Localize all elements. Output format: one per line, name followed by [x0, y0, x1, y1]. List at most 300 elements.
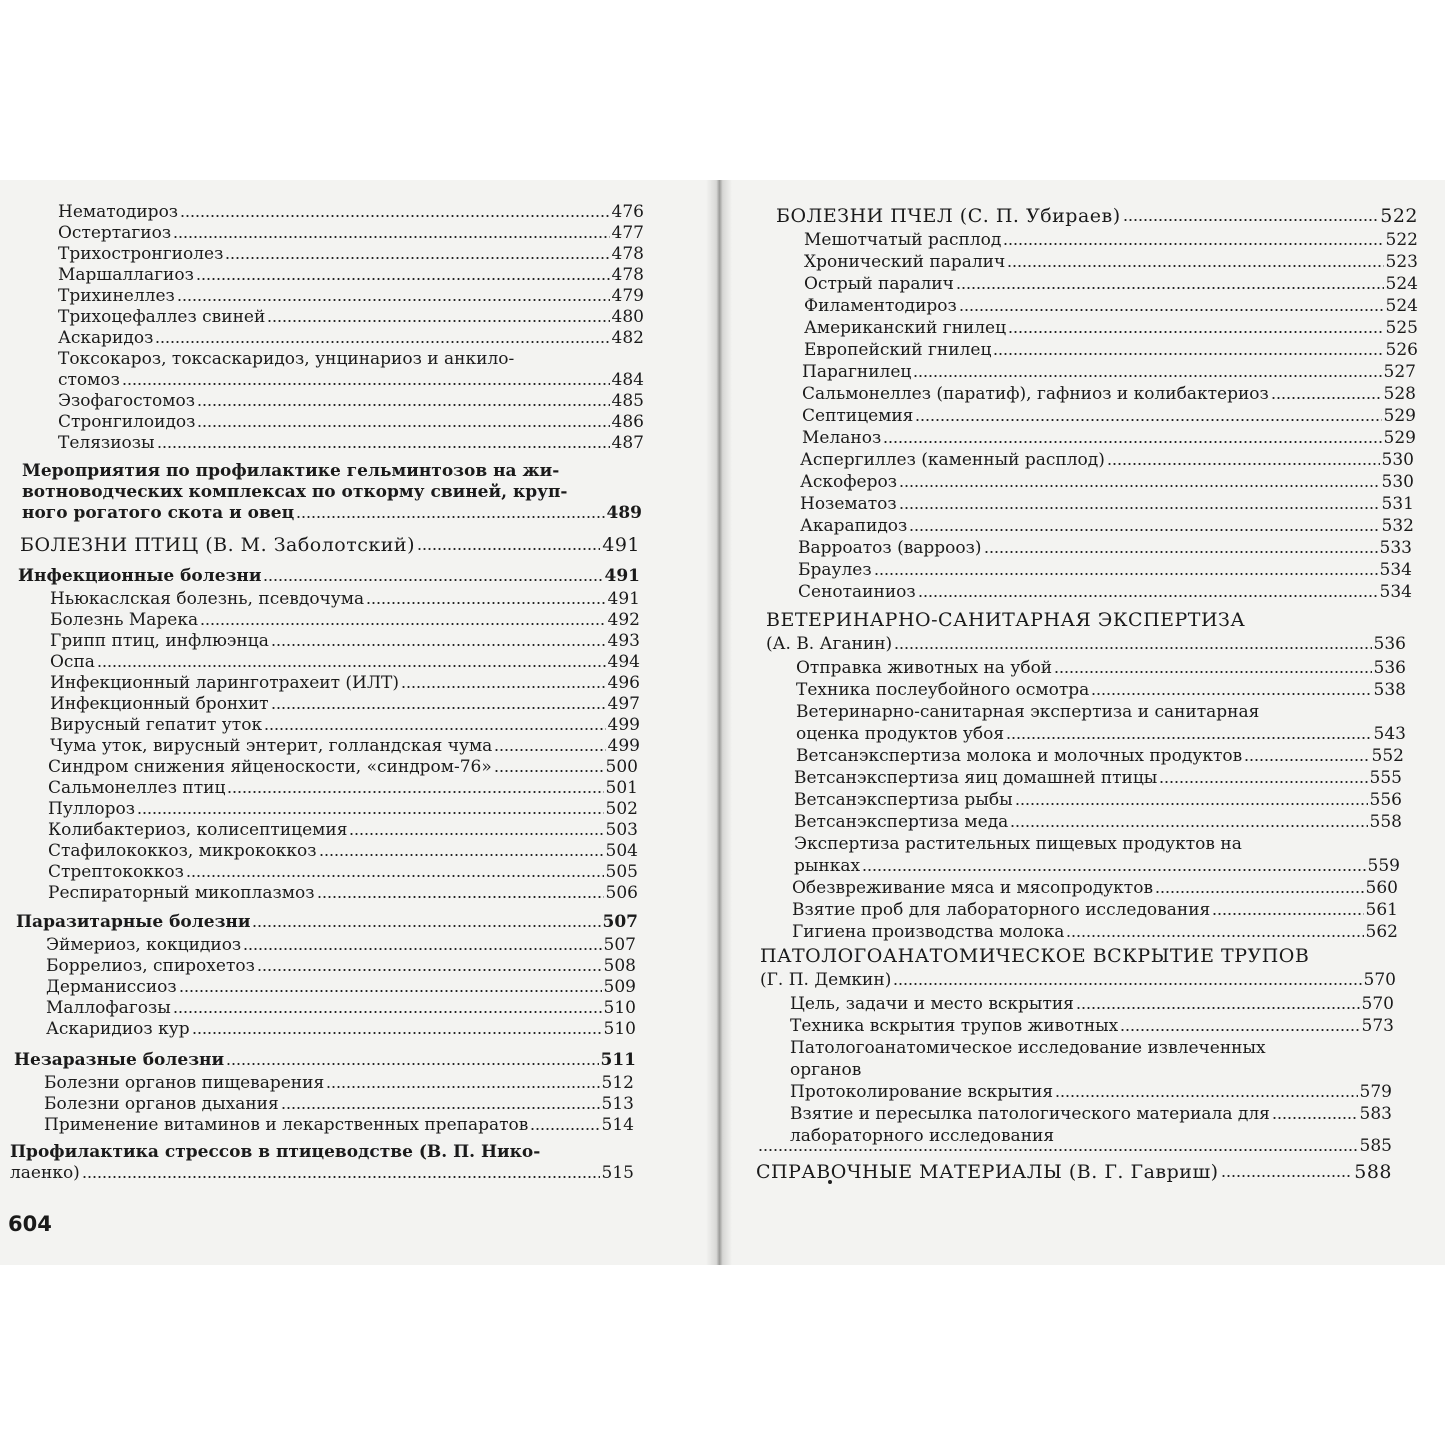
- dot-leader: [226, 1062, 598, 1066]
- toc-page-number: 533: [1379, 538, 1412, 558]
- toc-page-number: 499: [607, 736, 640, 756]
- toc-entry-title: Браулез: [798, 560, 872, 580]
- toc-page-number: 559: [1367, 856, 1400, 876]
- toc-entry-title: Ветсанэкспертиза меда: [794, 812, 1009, 832]
- dot-leader: [179, 989, 602, 993]
- toc-entry-title: Колибактериоз, колисептицемия: [48, 820, 348, 840]
- toc-entry-title: Аспергиллез (каменный расплод): [800, 450, 1105, 470]
- toc-line: [792, 922, 1398, 942]
- dot-leader: [899, 484, 1380, 488]
- toc-line: [16, 912, 638, 932]
- toc-line: [58, 412, 644, 432]
- toc-page-number: 531: [1381, 494, 1414, 514]
- toc-page-number: 482: [611, 328, 644, 348]
- toc-page-number: 570: [1363, 970, 1396, 990]
- dot-leader: [1003, 242, 1383, 246]
- toc-entry-title: Паразитарные болезни: [16, 912, 251, 932]
- toc-page-number: 514: [601, 1115, 634, 1135]
- toc-entry-title: Болезни органов пищеварения: [44, 1073, 325, 1093]
- toc-line: [796, 724, 1406, 744]
- toc-entry-title: Американский гнилец: [804, 318, 1007, 338]
- toc-entry-title: Чума уток, вирусный энтерит, голландская чума: [50, 736, 493, 756]
- toc-entry-title: Незаразные болезни: [14, 1050, 225, 1070]
- toc-page-number: 515: [601, 1163, 634, 1183]
- toc-page-number: 510: [603, 998, 636, 1018]
- toc-page-number: 528: [1383, 384, 1416, 404]
- dot-leader: [173, 235, 609, 239]
- toc-entry-title: Ньюкаслская болезнь, псевдочума: [50, 589, 365, 609]
- dot-leader: [1159, 780, 1367, 784]
- dot-leader: [137, 811, 603, 815]
- toc-entry-title: Ветеринарно-санитарная экспертиза и санитарная: [796, 702, 1260, 722]
- toc-line: [790, 1082, 1392, 1102]
- dot-leader: [883, 440, 1381, 444]
- toc-line: [756, 1136, 1392, 1156]
- dot-leader: [1055, 1094, 1357, 1098]
- toc-page-number: 492: [607, 610, 640, 630]
- toc-page-number: 556: [1369, 790, 1402, 810]
- toc-line: [802, 362, 1416, 382]
- dot-leader: [417, 547, 600, 551]
- dot-leader: [913, 374, 1381, 378]
- dot-leader: [1155, 890, 1364, 894]
- toc-line: [58, 265, 644, 285]
- dot-leader: [874, 572, 1378, 576]
- toc-page-number: 478: [611, 265, 644, 285]
- toc-entry-title: Мероприятия по профилактике гельминтозов на жи-: [22, 461, 560, 481]
- toc-entry-title: Сенотаиниоз: [798, 582, 916, 602]
- toc-page-number: 583: [1359, 1104, 1392, 1124]
- toc-page-number: 506: [605, 883, 638, 903]
- dot-leader: [1015, 802, 1368, 806]
- toc-entry-title: Трихинеллез: [58, 286, 175, 306]
- toc-line: [802, 406, 1416, 426]
- toc-page-number: 529: [1383, 428, 1416, 448]
- toc-entry-title: Эймериоз, кокцидиоз: [46, 935, 242, 955]
- toc-page-number: 527: [1383, 362, 1416, 382]
- dot-leader: [956, 286, 1384, 290]
- toc-page-number: 573: [1361, 1016, 1394, 1036]
- dot-leader: [1010, 824, 1367, 828]
- toc-entry-title: стомоз: [58, 370, 120, 390]
- toc-entry-title: Гигиена производства молока: [792, 922, 1065, 942]
- toc-entry-title: Мешотчатый расплод: [804, 230, 1002, 250]
- toc-line: [794, 834, 1400, 854]
- toc-page-number: 497: [607, 694, 640, 714]
- toc-entry-title: Болезни органов дыхания: [44, 1094, 279, 1114]
- toc-page-number: 529: [1383, 406, 1416, 426]
- toc-page-number: 491: [607, 589, 640, 609]
- toc-line: [58, 307, 644, 327]
- toc-line: [796, 746, 1404, 766]
- dot-leader: [1123, 218, 1379, 222]
- toc-entry-title: Трихоцефаллез свиней: [58, 307, 266, 327]
- toc-page-number: 507: [602, 912, 638, 932]
- toc-entry-title: Боррелиоз, спирохетоз: [46, 956, 255, 976]
- toc-line: [794, 768, 1402, 788]
- toc-page-number: 507: [603, 935, 636, 955]
- toc-line: [804, 230, 1418, 250]
- book-gutter: [706, 180, 732, 1265]
- toc-page-number: 530: [1381, 450, 1414, 470]
- toc-line: [802, 384, 1416, 404]
- toc-entry-title: Эзофагостомоз: [58, 391, 195, 411]
- dot-leader: [893, 982, 1361, 986]
- dot-leader: [197, 403, 610, 407]
- toc-line: [58, 223, 644, 243]
- toc-line: [58, 370, 644, 390]
- toc-page-number: 534: [1379, 582, 1412, 602]
- toc-entry-title: БОЛЕЗНИ ПТИЦ (В. М. Заболотский): [20, 534, 416, 556]
- toc-line: [50, 610, 640, 630]
- dot-leader: [271, 643, 606, 647]
- toc-line: [48, 841, 638, 861]
- dot-leader: [366, 601, 605, 605]
- toc-entry-title: Маллофагозы: [46, 998, 171, 1018]
- toc-entry-title: Инфекционный бронхит: [50, 694, 269, 714]
- toc-page-number: 570: [1361, 994, 1394, 1014]
- toc-line: [50, 652, 640, 672]
- toc-entry-title: Аскофероз: [800, 472, 898, 492]
- toc-page-number: 562: [1365, 922, 1398, 942]
- dot-leader: [326, 1085, 599, 1089]
- toc-entry-title: Острый паралич: [804, 274, 954, 294]
- dot-leader: [909, 528, 1379, 532]
- toc-page-number: 530: [1381, 472, 1414, 492]
- toc-line: [44, 1073, 634, 1093]
- dot-leader: [257, 968, 602, 972]
- toc-entry-title: Оспа: [50, 652, 95, 672]
- dot-leader: [200, 622, 605, 626]
- toc-page-number: 536: [1373, 658, 1406, 678]
- dot-leader: [177, 298, 610, 302]
- toc-line: [790, 1016, 1394, 1036]
- toc-entry-title: Обезвреживание мяса и мясопродуктов: [792, 878, 1154, 898]
- dot-leader: [401, 685, 606, 689]
- dot-leader: [317, 895, 604, 899]
- toc-page-number: 543: [1373, 724, 1406, 744]
- toc-entry-title: Нозематоз: [800, 494, 897, 514]
- dot-leader: [82, 1175, 600, 1179]
- dot-leader: [225, 256, 609, 260]
- toc-page-number: 508: [603, 956, 636, 976]
- toc-entry-title: Стрептококкоз: [48, 862, 184, 882]
- book-spread: [0, 180, 1445, 1265]
- toc-entry-title: Парагнилец: [802, 362, 912, 382]
- toc-entry-title: Европейский гнилец: [804, 340, 992, 360]
- toc-line: [18, 566, 640, 586]
- toc-line: [790, 1038, 1394, 1058]
- toc-entry-title: Вирусный гепатит уток: [50, 715, 263, 735]
- toc-line: [58, 349, 644, 369]
- toc-line: [58, 244, 644, 264]
- toc-entry-title: (Г. П. Демкин): [760, 970, 892, 990]
- toc-page-number: 500: [605, 757, 638, 777]
- toc-line: [50, 694, 640, 714]
- toc-line: [44, 1094, 634, 1114]
- toc-page-number: 504: [605, 841, 638, 861]
- toc-line: [792, 900, 1398, 920]
- toc-page-number: 494: [607, 652, 640, 672]
- page-number: 604: [8, 1212, 52, 1236]
- dot-leader: [227, 790, 603, 794]
- dot-leader: [243, 947, 601, 951]
- toc-page-number: 558: [1369, 812, 1402, 832]
- toc-entry-title: Стронгилоидоз: [58, 412, 196, 432]
- dot-leader: [899, 506, 1380, 510]
- toc-page-number: 489: [606, 503, 642, 523]
- toc-entry-title: БОЛЕЗНИ ПЧЕЛ (С. П. Убираев): [776, 205, 1121, 227]
- toc-entry-title: оценка продуктов убоя: [796, 724, 1005, 744]
- toc-entry-title: Сальмонеллез птиц: [48, 778, 226, 798]
- dot-leader: [263, 578, 602, 582]
- dot-leader: [862, 868, 1365, 872]
- toc-page-number: 485: [611, 391, 644, 411]
- dot-leader: [186, 874, 604, 878]
- toc-line: [800, 472, 1414, 492]
- toc-entry-title: Акарапидоз: [800, 516, 908, 536]
- dot-leader: [1066, 934, 1363, 938]
- dot-leader: [155, 340, 609, 344]
- dot-leader: [1054, 670, 1371, 674]
- toc-line: [58, 202, 644, 222]
- dot-leader: [494, 769, 604, 773]
- toc-entry-title: Нематодироз: [58, 202, 179, 222]
- toc-entry-title: Ветсанэкспертиза рыбы: [794, 790, 1013, 810]
- toc-line: [794, 812, 1402, 832]
- toc-entry-title: Респираторный микоплазмоз: [48, 883, 315, 903]
- toc-line: [804, 318, 1418, 338]
- toc-entry-title: ВЕТЕРИНАРНО-САНИТАРНАЯ ЭКСПЕРТИЗА: [766, 609, 1246, 631]
- toc-line: [790, 1060, 1394, 1080]
- dot-leader: [915, 418, 1381, 422]
- toc-entry-title: лабораторного исследования: [790, 1126, 1055, 1146]
- toc-page-number: 505: [605, 862, 638, 882]
- dot-leader: [959, 308, 1384, 312]
- toc-page-number: 512: [601, 1073, 634, 1093]
- toc-entry-title: Протоколирование вскрытия: [790, 1082, 1054, 1102]
- dot-leader: [252, 924, 600, 928]
- dot-leader: [319, 853, 604, 857]
- toc-entry-title: Септицемия: [802, 406, 914, 426]
- toc-entry-title: Болезнь Марека: [50, 610, 199, 630]
- toc-line: [48, 757, 638, 777]
- dot-leader: [1221, 1174, 1353, 1178]
- dot-leader: [1271, 396, 1382, 400]
- toc-entry-title: Пуллороз: [48, 799, 136, 819]
- toc-line: [798, 560, 1412, 580]
- toc-entry-title: Профилактика стрессов в птицеводстве (В. П. Нико-: [10, 1142, 541, 1162]
- toc-entry-title: Ветсанэкспертиза яиц домашней птицы: [794, 768, 1158, 788]
- toc-page-number: 513: [601, 1094, 634, 1114]
- toc-line: [48, 799, 638, 819]
- toc-line: [792, 878, 1398, 898]
- toc-line: [766, 634, 1406, 654]
- toc-entry-title: Телязиозы: [58, 433, 155, 453]
- toc-entry-title: СПРАВОЧНЫЕ МАТЕРИАЛЫ (В. Г. Гавриш): [756, 1161, 1219, 1183]
- dot-leader: [1212, 912, 1363, 916]
- dot-leader: [1006, 736, 1371, 740]
- toc-entry-title: Хронический паралич: [804, 252, 1006, 272]
- toc-page-number: 588: [1354, 1161, 1392, 1183]
- dot-leader: [918, 594, 1378, 598]
- dot-leader: [264, 727, 605, 731]
- toc-entry-title: Маршаллагиоз: [58, 265, 194, 285]
- toc-line: [22, 461, 642, 481]
- toc-page-number: 486: [611, 412, 644, 432]
- toc-line: [46, 1019, 636, 1039]
- dot-leader: [1244, 758, 1369, 762]
- toc-entry-title: Грипп птиц, инфлюэнца: [50, 631, 269, 651]
- toc-page-number: 503: [605, 820, 638, 840]
- toc-line: [46, 977, 636, 997]
- toc-page-number: 534: [1379, 560, 1412, 580]
- dot-leader: [97, 664, 606, 668]
- toc-entry-title: Взятие и пересылка патологического материала для: [790, 1104, 1270, 1124]
- toc-line: [798, 538, 1412, 558]
- toc-entry-title: Дерманиссиоз: [46, 977, 177, 997]
- toc-page-number: 523: [1385, 252, 1418, 272]
- toc-line: [802, 428, 1416, 448]
- dot-leader: [173, 1010, 602, 1014]
- toc-line: [50, 673, 640, 693]
- toc-page-number: 491: [604, 566, 640, 586]
- toc-entry-title: органов: [790, 1060, 862, 1080]
- dot-leader: [1107, 462, 1380, 466]
- toc-line: [790, 994, 1394, 1014]
- toc-line: [796, 702, 1406, 722]
- toc-page-number: 511: [600, 1050, 636, 1070]
- toc-page-number: 560: [1365, 878, 1398, 898]
- toc-page-number: 522: [1380, 205, 1418, 227]
- toc-entry-title: Синдром снижения яйценоскости, «синдром-76»: [48, 757, 492, 777]
- toc-line: [50, 715, 640, 735]
- toc-line: [46, 956, 636, 976]
- toc-entry-title: Сальмонеллез (паратиф), гафниоз и колибактериоз: [802, 384, 1269, 404]
- dot-leader: [122, 382, 610, 386]
- dot-leader: [349, 832, 603, 836]
- dot-leader: [1076, 1006, 1360, 1010]
- toc-line: [14, 1050, 636, 1070]
- toc-page-number: 480: [611, 307, 644, 327]
- toc-page-number: 552: [1371, 746, 1404, 766]
- toc-entry-title: Техника вскрытия трупов животных: [790, 1016, 1119, 1036]
- toc-line: [46, 935, 636, 955]
- toc-entry-title: Стафилококкоз, микрококкоз: [48, 841, 317, 861]
- toc-line: [804, 274, 1418, 294]
- dot-leader: [984, 550, 1378, 554]
- toc-page-number: 532: [1381, 516, 1414, 536]
- toc-line: [10, 1142, 634, 1162]
- toc-page-number: 510: [603, 1019, 636, 1039]
- toc-line: [794, 856, 1400, 876]
- toc-entry-title: Экспертиза растительных пищевых продуктов на: [794, 834, 1242, 854]
- toc-page-number: 477: [611, 223, 644, 243]
- dot-leader: [271, 706, 606, 710]
- toc-page-number: 484: [611, 370, 644, 390]
- dot-leader: [281, 1106, 600, 1110]
- toc-entry-title: Инфекционные болезни: [18, 566, 262, 586]
- toc-entry-title: Ветсанэкспертиза молока и молочных продуктов: [796, 746, 1243, 766]
- toc-page-number: 522: [1385, 230, 1418, 250]
- toc-line: [804, 296, 1418, 316]
- toc-line: [10, 1163, 634, 1183]
- toc-entry-title: Меланоз: [802, 428, 882, 448]
- toc-line: [796, 680, 1406, 700]
- toc-entry-title: Варроатоз (варрооз): [798, 538, 982, 558]
- toc-entry-title: вотноводческих комплексах по откорму свиней, круп-: [22, 482, 568, 502]
- dot-leader: [1272, 1116, 1358, 1120]
- toc-page-number: 476: [611, 202, 644, 222]
- toc-line: [48, 883, 638, 903]
- dot-leader: [1007, 264, 1383, 268]
- toc-entry-title: Инфекционный ларинготрахеит (ИЛТ): [50, 673, 400, 693]
- toc-line: [44, 1115, 634, 1135]
- toc-page-number: 561: [1365, 900, 1398, 920]
- dot-leader: [192, 1031, 602, 1035]
- toc-entry-title: Патологоанатомическое исследование извлеченных: [790, 1038, 1266, 1058]
- toc-page-number: 579: [1359, 1082, 1392, 1102]
- dot-leader: [196, 277, 610, 281]
- toc-line: [50, 736, 640, 756]
- toc-entry-title: Остертагиоз: [58, 223, 172, 243]
- toc-page-number: 524: [1385, 296, 1418, 316]
- toc-line: [760, 970, 1396, 990]
- toc-page-number: 491: [602, 534, 640, 556]
- dot-leader: [894, 646, 1371, 650]
- toc-page-number: 555: [1369, 768, 1402, 788]
- toc-entry-title: Взятие проб для лабораторного исследования: [792, 900, 1211, 920]
- toc-entry-title: (А. В. Аганин): [766, 634, 893, 654]
- toc-line: [58, 391, 644, 411]
- dot-leader: [197, 424, 609, 428]
- toc-page-number: 478: [611, 244, 644, 264]
- toc-line: [50, 589, 640, 609]
- toc-entry-title: Аскаридоз: [58, 328, 154, 348]
- toc-line: [20, 535, 640, 555]
- dot-leader: [1091, 692, 1371, 696]
- toc-entry-title: Применение витаминов и лекарственных препаратов: [44, 1115, 529, 1135]
- toc-line: [58, 286, 644, 306]
- toc-entry-title: ПАТОЛОГОАНАТОМИЧЕСКОЕ ВСКРЫТИЕ ТРУПОВ: [760, 945, 1310, 967]
- toc-line: [756, 1162, 1392, 1182]
- toc-entry-title: Токсокароз, токсаскаридоз, унцинариоз и анкило-: [58, 349, 515, 369]
- dot-leader: [1008, 330, 1384, 334]
- toc-line: [800, 494, 1414, 514]
- toc-page-number: 502: [605, 799, 638, 819]
- dot-leader: [530, 1127, 599, 1131]
- toc-entry-title: рынках: [794, 856, 861, 876]
- toc-line: [794, 790, 1402, 810]
- toc-page-number: 525: [1385, 318, 1418, 338]
- toc-line: [796, 658, 1406, 678]
- toc-entry-title: ного рогатого скота и овец: [22, 503, 295, 523]
- toc-line: [804, 252, 1418, 272]
- toc-line: [790, 1104, 1392, 1124]
- toc-page-number: 501: [605, 778, 638, 798]
- toc-line: [48, 778, 638, 798]
- toc-line: [804, 340, 1418, 360]
- toc-line: [800, 450, 1414, 470]
- toc-entry-title: лаенко): [10, 1163, 80, 1183]
- toc-page-number: 509: [603, 977, 636, 997]
- dot-leader: [267, 319, 609, 323]
- toc-page-number: 526: [1385, 340, 1418, 360]
- toc-entry-title: Аскаридиоз кур: [46, 1019, 190, 1039]
- dot-leader: [296, 515, 604, 519]
- toc-entry-title: Отправка животных на убой: [796, 658, 1053, 678]
- toc-line: [48, 820, 638, 840]
